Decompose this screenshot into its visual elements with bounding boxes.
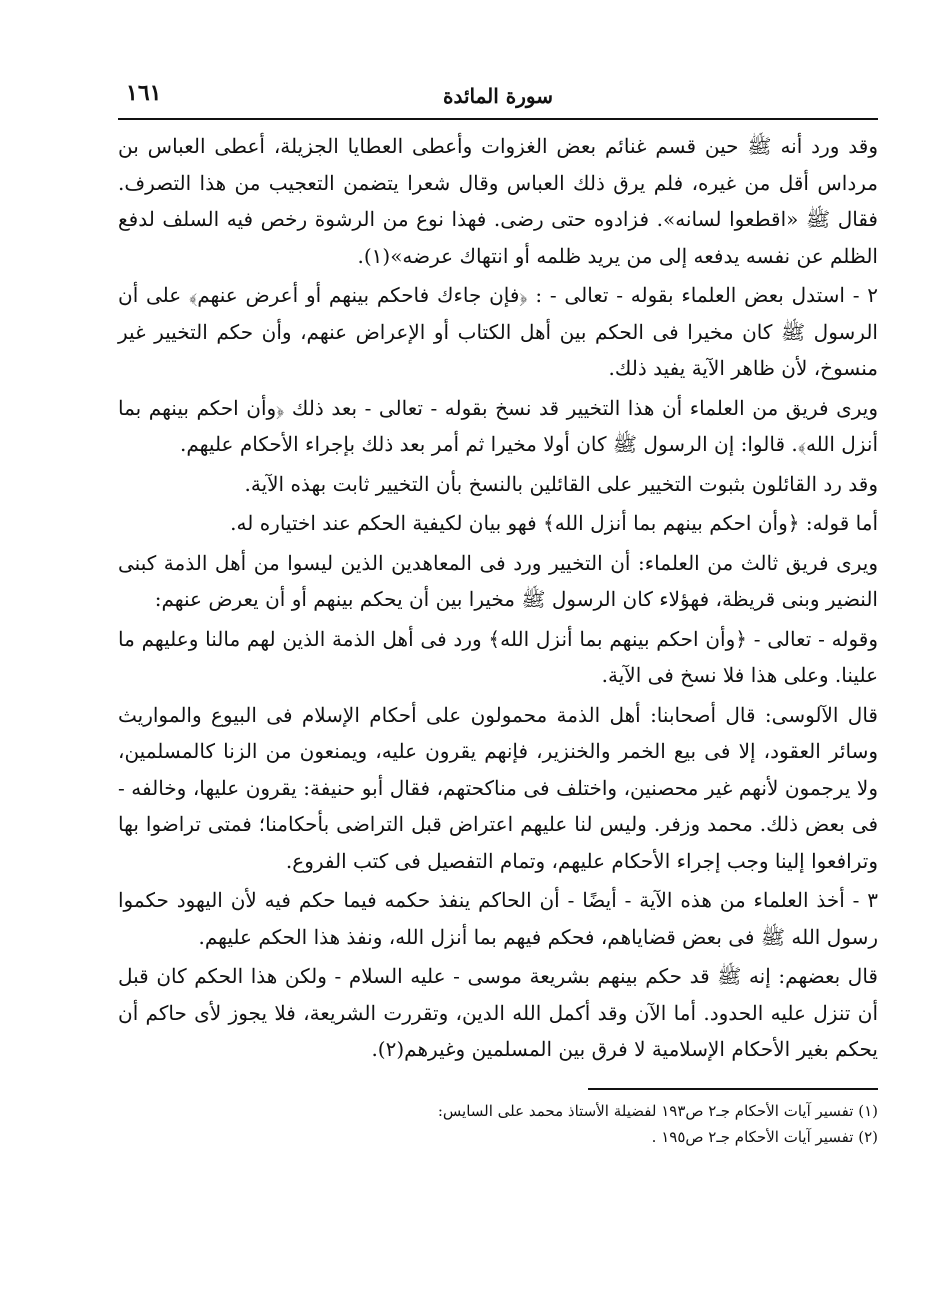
paragraph: ٢ - استدل بعض العلماء بقوله - تعالى - : ﴿فإن جاءك فاحكم بينهم أو أعرض عنهم﴾ على أن الرسول ﷺ كان مخيرا فى الحكم بين أهل الكتاب أو الإعراض عنهم، وأن حكم التخيير غير منسوخ، لأن ظاهر الآية يفيد ذلك. [118,283,878,380]
paragraph: ويرى فريق من العلماء أن هذا التخيير قد نسخ بقوله - تعالى - بعد ذلك ﴿وأن احكم بينهم بما أنزل الله﴾. قالوا: إن الرسول ﷺ كان أولا مخيرا ثم أمر بعد ذلك بإجراء الأحكام عليهم. [118,395,878,456]
surah-title: سورة المائدة [442,84,554,108]
paragraph: وقد رد القائلون بثبوت التخيير على القائلين بالنسخ بأن التخيير ثابت بهذه الآية. [244,471,878,496]
paragraph: ويرى فريق ثالث من العلماء: أن التخيير ورد فى المعاهدين الذين ليسوا من أهل الذمة كبنى النضير وبنى قريظة، فهؤلاء كان الرسول ﷺ مخيرا بين أن يحكم بينهم أو أن يعرض عنهم: [118,550,878,611]
running-header [118,72,878,120]
paragraph: قال بعضهم: إنه ﷺ قد حكم بينهم بشريعة موسى - عليه السلام - ولكن هذا الحكم كان قبل أن تنزل عليه الحدود. أما الآن وقد أكمل الله الدين، وتقررت الشريعة، فلا يجوز لأى حاكم أن يحكم بغير الأحكام الإسلامية لا فرق بين المسلمين وغيرهم(٢). [118,964,878,1061]
paragraph: أما قوله: ﴿وأن احكم بينهم بما أنزل الله﴾ فهو بيان لكيفية الحكم عند اختياره له. [230,511,878,535]
footnote: (١) تفسير آيات الأحكام جـ٢ ص١٩٣ لفضيلة الأستاذ محمد على السايس: [437,1101,878,1120]
book-page [118,72,878,1272]
paragraph: قال الآلوسى: قال أصحابنا: أهل الذمة محمولون على أحكام الإسلام فى البيوع والمواريث وسائر العقود، إلا فى بيع الخمر والخنزير، فإنهم يقرون عليه، ويمنعون من الزنا كالمسلمين، ولا يرجمون لأنهم غير محصنين، واختلف فى مناكحتهم، فقال أبو حنيفة: يقرون عليها، وخالفه - فى بعض ذلك. محمد وزفر. وليس لنا عليهم اعتراض قبل التراضى بأحكامنا؛ فمتى تراضوا بها وترافعوا إلينا وجب إجراء الأحكام عليهم، وتمام التفصيل فى كتب الفروع. [118,702,878,873]
paragraph: ٣ - أخذ العلماء من هذه الآية - أيضًا - أن الحاكم ينفذ حكمه فيما حكم فيه لأن اليهود حكموا رسول الله ﷺ فى بعض قضاياهم، فحكم فيهم بما أنزل الله، ونفذ هذا الحكم عليهم. [118,888,878,949]
paragraph: وقد ورد أنه ﷺ حين قسم غنائم بعض الغزوات وأعطى العطايا الجزيلة، أعطى العباس بن مرداس أقل من غيره، فلم يرق ذلك العباس وقال شعرا يتضمن التعجيب من هذا التصرف. فقال ﷺ «اقطعوا لسانه». فزادوه حتى رضى. فهذا نوع من الرشوة رخص فيه السلف لدفع الظلم عن نفسه يدفعه إلى من يريد ظلمه أو انتهاك عرضه»(١). [118,134,879,268]
footnote: (٢) تفسير آيات الأحكام جـ٢ ص١٩٥ . [651,1127,878,1146]
footnote-divider [588,1088,878,1090]
body-text [118,128,878,1068]
footnotes [118,1098,878,1150]
page-number: ١٦١ [126,80,162,106]
paragraph: وقوله - تعالى - ﴿وأن احكم بينهم بما أنزل الله﴾ ورد فى أهل الذمة الذين لهم مالنا وعليهم ما علينا. وعلى هذا فلا نسخ فى الآية. [118,626,878,687]
